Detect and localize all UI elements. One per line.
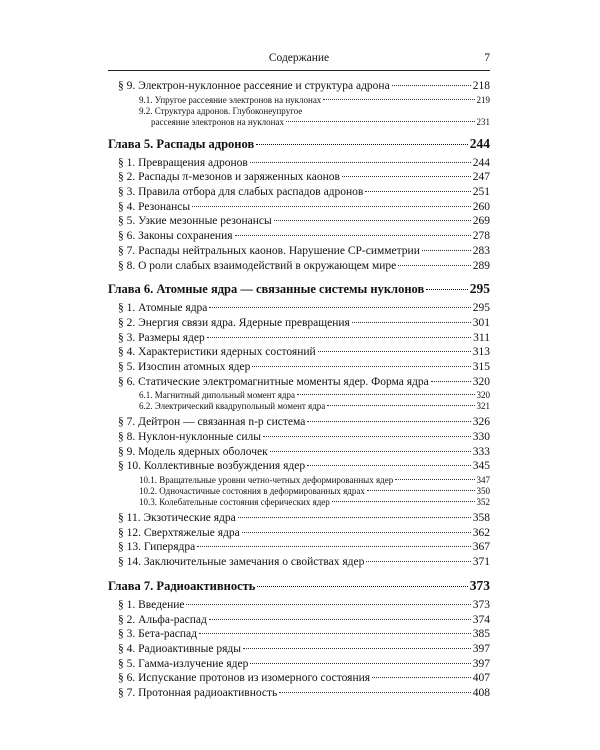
entry-page: 260 <box>472 200 490 213</box>
entry-label: 6.1. Магнитный дипольный момент ядра <box>139 390 295 401</box>
toc-entry <box>108 445 490 460</box>
entry-page: 326 <box>472 416 490 429</box>
leader-dots <box>256 144 468 145</box>
leader-dots <box>243 648 471 649</box>
toc-entry <box>108 555 490 570</box>
entry-label: § 5. Узкие мезонные резонансы <box>118 215 272 228</box>
entry-label: 10.3. Колебательные состояния сферических ядер <box>139 497 330 508</box>
toc-entry <box>108 459 490 474</box>
entry-page: 321 <box>476 401 490 412</box>
chapter-page: 373 <box>469 577 490 593</box>
entry-label: § 5. Изоспин атомных ядер <box>118 360 251 373</box>
toc-entry <box>108 170 490 185</box>
entry-page: 219 <box>476 94 490 105</box>
leader-dots <box>367 490 475 491</box>
toc-entry <box>108 430 490 445</box>
toc-entry <box>108 259 490 274</box>
toc-entry <box>108 316 490 331</box>
leader-dots <box>422 250 471 251</box>
entry-page: 352 <box>476 497 490 508</box>
toc-entry <box>108 511 490 526</box>
toc-subentry <box>108 497 490 508</box>
table-of-contents <box>108 79 490 701</box>
leader-dots <box>250 162 471 163</box>
entry-page: 362 <box>472 526 490 539</box>
entry-page: 347 <box>476 475 490 486</box>
leader-dots <box>327 405 474 406</box>
toc-entry <box>108 375 490 390</box>
toc-entry <box>108 598 490 613</box>
toc-entry <box>108 229 490 244</box>
leader-dots <box>186 604 470 605</box>
leader-dots <box>366 561 470 562</box>
entry-page: 295 <box>472 302 490 315</box>
entry-label: § 3. Бета-распад <box>118 628 198 641</box>
entry-label-continued: рассеяние электронов на нуклонах <box>151 116 284 127</box>
entry-label: § 1. Превращения адронов <box>118 156 248 169</box>
leader-dots <box>238 517 471 518</box>
toc-entry <box>108 156 490 171</box>
entry-label: § 9. Электрон-нуклонное рассеяние и структура адрона <box>118 80 390 92</box>
leader-dots <box>286 121 475 122</box>
entry-label: 9.1. Упругое рассеяние электронов на нуклонах <box>139 94 322 105</box>
chapter-heading <box>108 281 490 297</box>
leader-dots <box>297 394 475 395</box>
chapter-page: 244 <box>469 135 490 151</box>
header-title: Содержание <box>268 52 330 64</box>
entry-page: 358 <box>472 512 490 525</box>
entry-label: § 6. Законы сохранения <box>118 230 233 243</box>
entry-label: § 13. Гиперядра <box>118 541 196 554</box>
toc-entry <box>108 415 490 430</box>
leader-dots <box>257 586 467 587</box>
entry-label: § 7. Протонная радиоактивность <box>118 686 278 699</box>
entry-label: § 2. Энергия связи ядра. Ядерные превращения <box>118 316 350 329</box>
entry-label: 6.2. Электрический квадрупольный момент ядра <box>139 401 326 412</box>
entry-label: § 2. Альфа-распад <box>118 613 207 626</box>
chapter-title: Глава 5. Распады адронов <box>108 136 255 151</box>
leader-dots <box>431 381 471 382</box>
leader-dots <box>209 307 470 308</box>
leader-dots <box>342 176 471 177</box>
entry-page: 311 <box>473 331 490 344</box>
entry-page: 385 <box>472 628 490 641</box>
entry-label: § 3. Размеры ядер <box>118 331 205 344</box>
chapter-heading <box>108 578 490 594</box>
entry-label: § 5. Гамма-излучение ядер <box>118 657 249 670</box>
leader-dots <box>250 663 470 664</box>
entry-label: § 1. Атомные ядра <box>118 302 208 315</box>
leader-dots <box>352 322 471 323</box>
toc-entry <box>108 345 490 360</box>
toc-entry <box>108 200 490 215</box>
leader-dots <box>270 451 471 452</box>
leader-dots <box>197 546 471 547</box>
toc-entry <box>108 244 490 259</box>
entry-label: § 8. О роли слабых взаимодействий в окружающем мире <box>118 259 397 272</box>
leader-dots <box>392 85 471 86</box>
entry-page: 269 <box>472 215 490 228</box>
entry-page: 345 <box>472 460 490 473</box>
running-header <box>108 52 490 68</box>
entry-page: 350 <box>476 486 490 497</box>
toc-subentry <box>108 475 490 486</box>
entry-label: § 4. Радиоактивные ряды <box>118 642 242 655</box>
toc-entry <box>108 301 490 316</box>
toc-subentry <box>108 390 490 401</box>
entry-label: § 4. Резонансы <box>118 200 191 213</box>
entry-label: § 4. Характеристики ядерных состояний <box>118 346 316 359</box>
leader-dots <box>307 421 470 422</box>
chapter-heading <box>108 136 490 152</box>
entry-label: 10.1. Вращательные уровни четно-четных деформированных ядер <box>139 475 394 486</box>
entry-page: 408 <box>472 686 490 699</box>
entry-page: 315 <box>472 360 490 373</box>
header-page-number: 7 <box>484 52 490 64</box>
entry-page: 289 <box>472 259 490 272</box>
entry-page: 320 <box>476 390 490 401</box>
leader-dots <box>263 436 471 437</box>
entry-page: 244 <box>472 156 490 169</box>
entry-label: § 9. Модель ядерных оболочек <box>118 445 268 458</box>
toc-subentry <box>108 486 490 497</box>
entry-label: § 6. Статические электромагнитные моменты ядер. Форма ядра <box>118 375 429 388</box>
leader-dots <box>332 501 475 502</box>
toc-entry <box>108 627 490 642</box>
entry-label: 9.2. Структура адронов. Глубоконеупругое <box>139 105 303 116</box>
entry-page: 283 <box>472 244 490 257</box>
toc-entry <box>108 331 490 346</box>
entry-page: 333 <box>472 445 490 458</box>
entry-page: 301 <box>472 316 490 329</box>
entry-page: 397 <box>472 642 490 655</box>
leader-dots <box>398 265 471 266</box>
toc-subentry <box>108 401 490 412</box>
entry-label: § 1. Введение <box>118 598 185 611</box>
entry-label: 10.2. Одночастичные состояния в деформированных ядрах <box>139 486 365 497</box>
entry-page: 231 <box>476 116 490 127</box>
entry-page: 367 <box>472 541 490 554</box>
leader-dots <box>274 220 471 221</box>
toc-entry <box>108 671 490 686</box>
leader-dots <box>242 532 471 533</box>
toc-entry <box>108 360 490 375</box>
chapter-page: 295 <box>469 281 490 297</box>
entry-label: § 12. Сверхтяжелые ядра <box>118 526 240 539</box>
leader-dots <box>192 206 471 207</box>
leader-dots <box>252 366 470 367</box>
toc-subentry <box>108 106 490 128</box>
entry-label: § 6. Испускание протонов из изомерного состояния <box>118 672 371 685</box>
toc-entry <box>108 540 490 555</box>
entry-label: § 2. Распады π-мезонов и заряженных каонов <box>118 171 340 184</box>
toc-entry <box>108 214 490 229</box>
leader-dots <box>235 235 471 236</box>
entry-page: 407 <box>472 672 490 685</box>
toc-subentry <box>108 95 490 106</box>
entry-page: 373 <box>472 598 490 611</box>
toc-entry <box>108 79 490 94</box>
entry-page: 313 <box>472 346 490 359</box>
leader-dots <box>395 479 474 480</box>
entry-page: 251 <box>472 186 490 199</box>
toc-entry <box>108 526 490 541</box>
entry-label: § 7. Распады нейтральных каонов. Нарушение CP-симметрии <box>118 244 420 257</box>
toc-entry <box>108 686 490 701</box>
leader-dots <box>426 289 468 290</box>
entry-page: 247 <box>472 171 490 184</box>
entry-label: § 3. Правила отбора для слабых распадов адронов <box>118 186 364 199</box>
leader-dots <box>323 99 474 100</box>
entry-label: § 11. Экзотические ядра <box>118 512 236 525</box>
leader-dots <box>279 692 470 693</box>
leader-dots <box>365 191 470 192</box>
toc-entry <box>108 185 490 200</box>
entry-label: § 8. Нуклон-нуклонные силы <box>118 431 261 443</box>
entry-label: § 7. Дейтрон — связанная n-p система <box>118 416 306 429</box>
toc-entry <box>108 657 490 672</box>
entry-label: § 14. Заключительные замечания о свойствах ядер <box>118 556 365 569</box>
chapter-title: Глава 6. Атомные ядра — связанные системы нуклонов <box>108 282 425 297</box>
entry-page: 320 <box>472 375 490 388</box>
leader-dots <box>307 465 471 466</box>
leader-dots <box>199 633 471 634</box>
leader-dots <box>209 619 471 620</box>
leader-dots <box>372 677 471 678</box>
entry-page: 397 <box>472 657 490 670</box>
entry-page: 218 <box>472 80 490 92</box>
toc-entry <box>108 642 490 657</box>
chapter-title: Глава 7. Радиоактивность <box>108 578 256 593</box>
entry-label: § 10. Коллективные возбуждения ядер <box>118 460 306 473</box>
toc-entry <box>108 613 490 628</box>
leader-dots <box>318 351 471 352</box>
entry-page: 371 <box>472 556 490 569</box>
entry-page: 374 <box>472 613 490 626</box>
entry-page: 330 <box>472 431 490 443</box>
leader-dots <box>207 337 471 338</box>
entry-page: 278 <box>472 230 490 243</box>
header-rule <box>108 70 490 71</box>
